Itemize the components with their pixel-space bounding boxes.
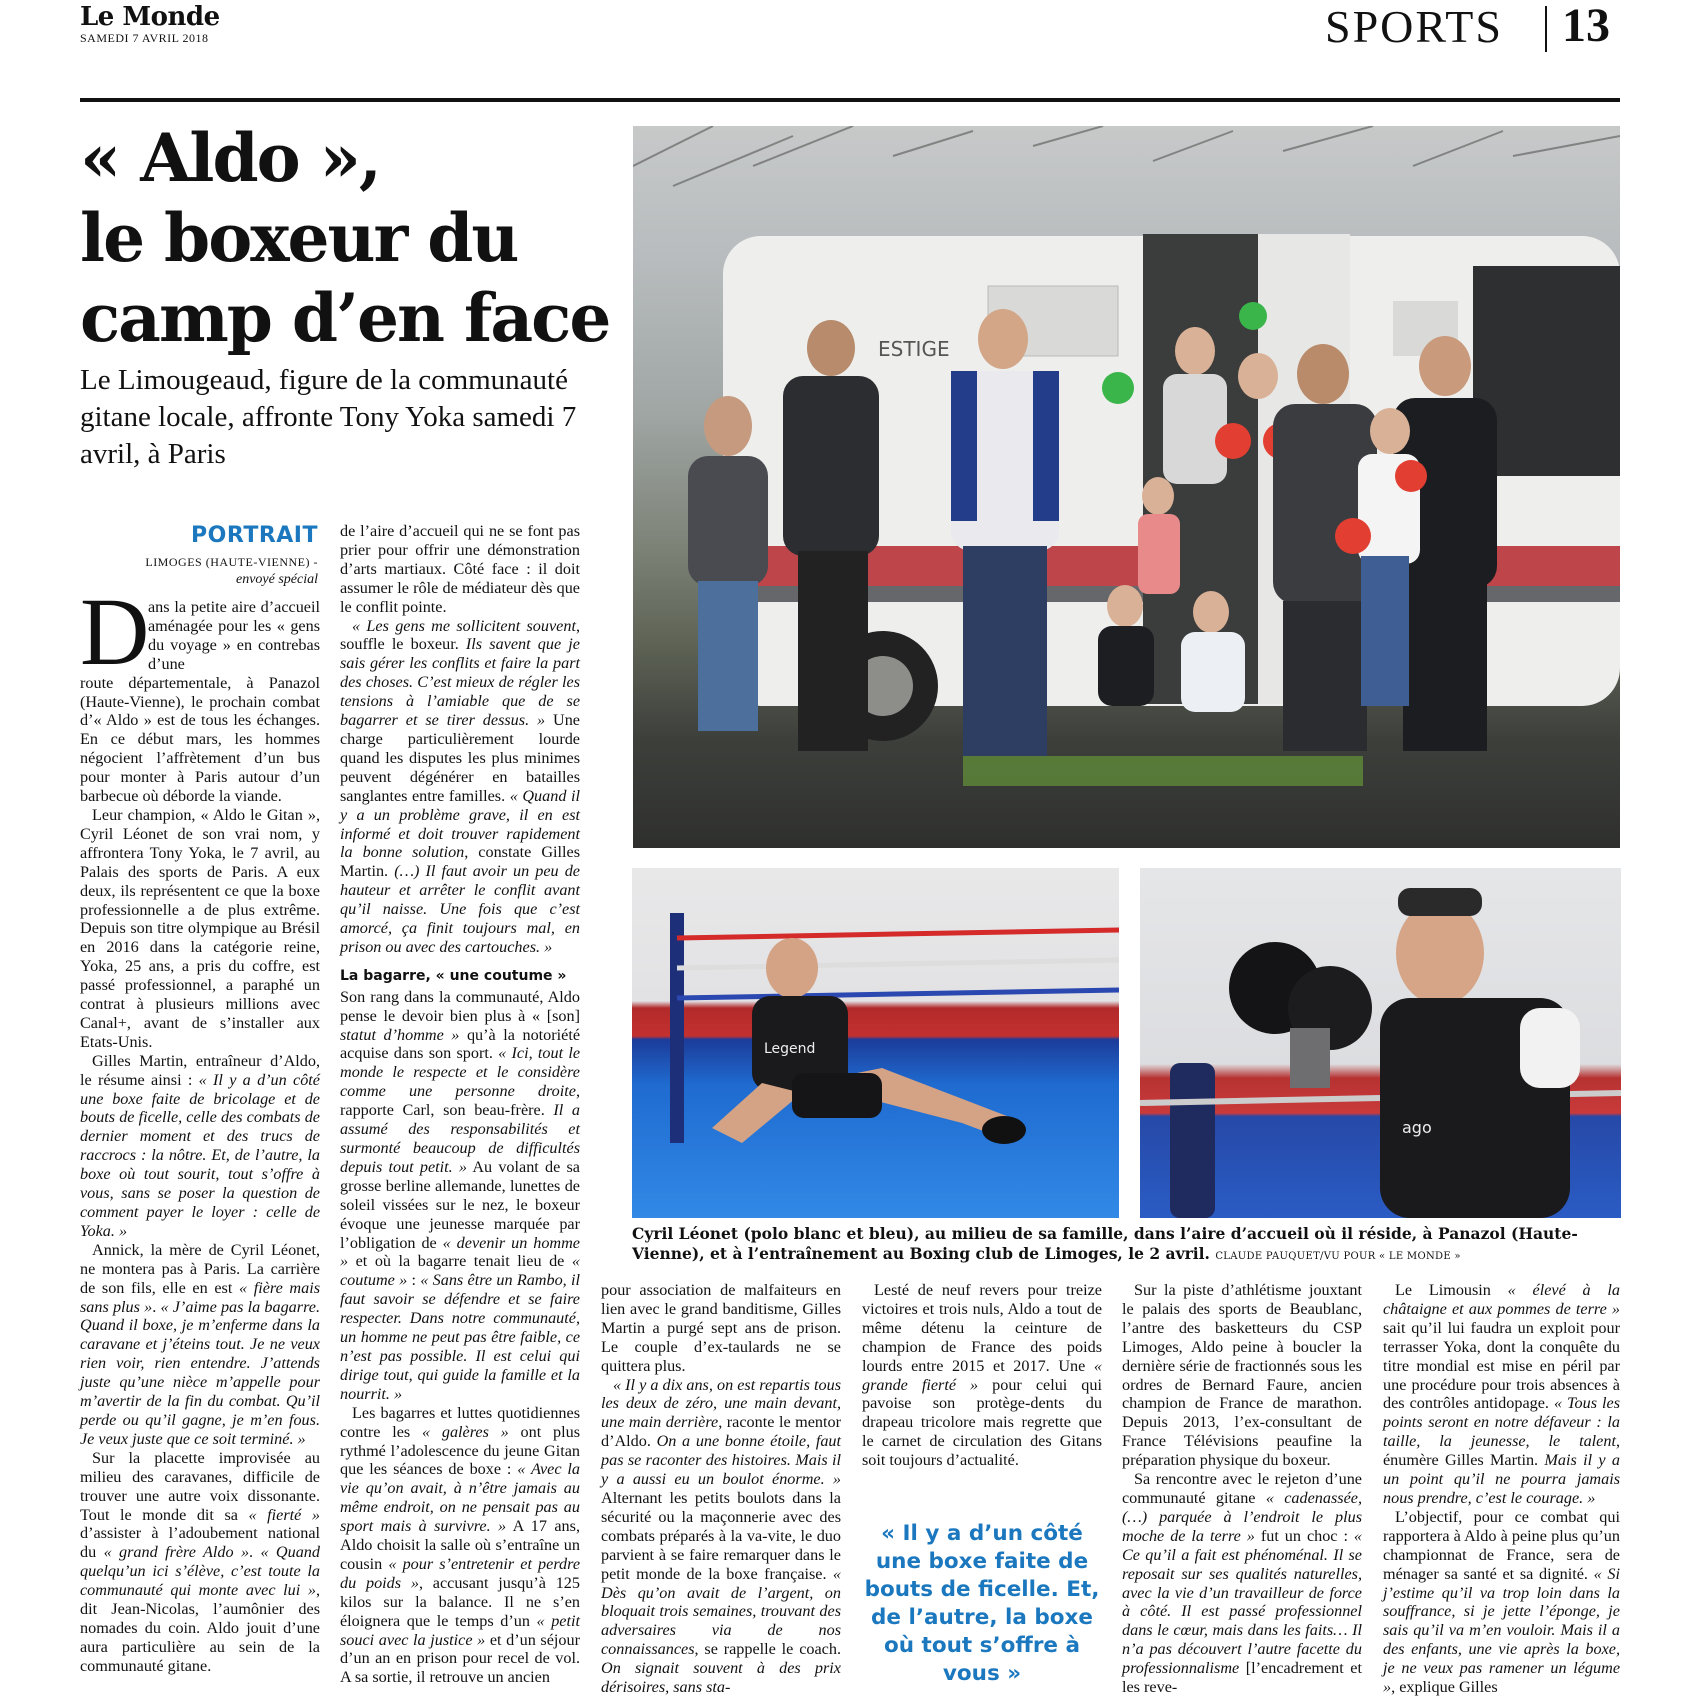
photo-credit: CLAUDE PAUQUET/VU POUR « LE MONDE »: [1215, 1251, 1461, 1262]
article-column-2: [340, 522, 580, 1687]
caption-text: Cyril Léonet (polo blanc et bleu), au milieu de sa famille, dans l’aire d’accueil où il réside, à Panazol (Haute-Vienne), et à l’entraînement au Boxing club de Limoges, le 2 avril.: [632, 1224, 1578, 1263]
ring-photo-illustration: [632, 868, 1119, 1218]
section-title: SPORTS: [1325, 1, 1503, 52]
dateline-role: envoyé spécial: [235, 572, 318, 587]
guard-photo-illustration: [1140, 868, 1621, 1218]
dateline-location: LIMOGES (HAUTE-VIENNE) -: [145, 555, 318, 569]
shirt-brand-label: ago: [1402, 1118, 1432, 1137]
main-photo-illustration: [633, 126, 1620, 848]
page-number: 13: [1562, 0, 1610, 52]
headline-line: « Aldo »,: [80, 119, 380, 197]
paragraph: « Les gens me sollicitent souvent, souffle le boxeur. Ils savent que je sais gérer les conflits et faire la part des choses. C’est mieux de régler les tensions à l’amiable que de se bagarrer et se tirer dessus. » Une charge particulièrement lourde quand les disputes les plus minimes peuvent dégénérer en batailles sanglantes entre familles. « Quand il y a un problème grave, il en est informé et doit trouver rapidement la bonne solution, constate Gilles Martin. (…) Il faut avoir un peu de hauteur et arrêter le conflit avant qu’il naisse. Une fois que c’est amorcé, ça finit toujours mal, en prison ou avec des cartouches. »: [340, 616, 580, 956]
paragraph: de l’aire d’accueil qui ne se font pas prier pour offrir une démonstration d’arts martiaux. Côté face : il doit assumer le rôle de médiateur dès que le conflit pointe.: [340, 522, 580, 616]
paragraph: L’objectif, pour ce combat qui rapportera à Aldo à peine plus qu’un championnat de France, sera de ménager sa santé et sa dignité. « Si j’estime qu’il va trop loin dans la souffrance, si je jette l’éponge, je sais qu’il va m’en vouloir. Mais il a des enfants, une vie après la boxe, je ne veux pas ramener un légume », explique Gilles: [1383, 1507, 1621, 1697]
paragraph: route départementale, à Panazol (Haute-Vienne), le prochain combat d’« Aldo » est de tous les échanges. En ce début mars, les hommes négocient l’affrètement d’un bus pour monter à Paris autour d’un barbecue où déborde la viande.: [80, 673, 320, 806]
paragraph: Gilles Martin, entraîneur d’Aldo, le résume ainsi : « Il y a d’un côté une boxe faite de bricolage et de bouts de ficelle, celle des combats de dernier moment et des trucs de raccrocs : la nôtre. Et, de l’autre, la boxe où tout sourit, tout s’offre à vous, sans se poser la question de comment payer le loyer : celle de Yoka. »: [80, 1051, 320, 1240]
paragraph: Son rang dans la communauté, Aldo pense le devoir bien plus à « [son] statut d’homme » qu’à la notoriété acquise dans son sport. « Ici, tout le monde le respecte et le considère comme une personne droite, rapporte Carl, son beau-frère. Il a assumé des responsabilités et surmonté beaucoup de difficultés depuis tout petit. » Au volant de sa grosse berline allemande, lunettes de soleil vissées sur le nez, le boxeur évoque une jeunesse marquée par l’obligation de « devenir un homme » et où la bagarre tenait lieu de « coutume » : « Sans être un Rambo, il faut savoir se défendre et se faire respecter. Dans notre communauté, un homme ne peut pas être faible, ce n’est pas possible. Il est celui qui dirige tout, qui guide la famille et la nourrit. »: [340, 987, 581, 1403]
drop-cap: D: [80, 578, 150, 685]
shirt-brand-label: Legend: [764, 1041, 816, 1057]
headline-line: le boxeur du: [80, 199, 518, 277]
paragraph: ans la petite aire d’accueil aménagée pour les « gens du voyage » en contrebas d’une: [148, 598, 320, 673]
paragraph: Annick, la mère de Cyril Léonet, ne montera pas à Paris. La carrière de son fils, elle en est « fière mais sans plus ». « J’aime pas la bagarre. Quand il boxe, je m’enferme dans la caravane et j’éteins tout. Je ne veux rien voir, rien entendre. J’attends juste qu’une nièce m’appelle pour m’avertir de la fin du combat. Qu’il perde ou qu’il gagne, je m’en fous. Je veux juste que ce soit terminé. »: [80, 1240, 321, 1448]
issue-date: SAMEDI 7 AVRIL 2018: [80, 31, 209, 45]
paragraph: Sa rencontre avec le rejeton d’une communauté gitane « cadenassée, (…) parquée à l’endroit le plus moche de la terre » fut un choc : « Ce qu’il a fait est phénoménal. Il se reposait sur ses qualités naturelles, avec la vie d’un travailleur de force à côté. Il est passé professionnel dans le cœur, mais dans les faits… Il n’a pas découvert l’autre facette du professionnalisme [l’encadrement et les reve-: [1122, 1470, 1362, 1697]
paragraph: Les bagarres et luttes quotidiennes contre les « galères » ont plus rythmé l’adolescence du jeune Gitan que les séances de boxe : « Avec la vie qu’on avait, à n’être jamais au même endroit, on ne pensait pas au sport mais à survivre. » A 17 ans, Aldo choisit la salle où s’entraîne un cousin « pour s’entretenir et perdre du poids », accusant jusqu’à 125 kilos sur la balance. Il ne s’en éloignera que le temps d’un « petit souci avec la justice » et d’un séjour d’un an en prison pour recel de vol. A sa sortie, il retrouve un ancien: [340, 1403, 581, 1687]
headline-line: camp d’en face: [80, 279, 610, 357]
newspaper-logo: Le Monde: [80, 2, 220, 32]
article-column-5: [1122, 1281, 1362, 1697]
pull-quote: « Il y a d’un côté une boxe faite de bouts de ficelle. Et, de l’autre, la boxe où tout s’offre à vous »: [864, 1521, 1100, 1686]
paragraph: pour association de malfaiteurs en lien avec le grand banditisme, Gilles Martin a purgé sept ans de prison. Le couple d’ex-taulards ne se quittera plus.: [601, 1281, 841, 1375]
paragraph: « Il y a dix ans, on est repartis tous les deux de zéro, une main devant, une main derrière, raconte le mentor d’Aldo. On a une bonne étoile, faut pas se raconter des histoires. Mais il y a aussi eu un boulot énorme. » Alternant les petits boulots dans la sécurité ou la maçonnerie avec des combats préparés à la va-vite, le duo parvient à se faire remarquer dans le petit monde de la boxe française. « Dès qu’on avait de l’argent, on bloquait trois semaines, trouvant des adversaires via de nos connaissances, se rappelle le coach. On signait souvent à des prix dérisoires, sans sta-: [601, 1375, 841, 1697]
ring-photo: [632, 868, 1119, 1218]
paragraph: Le Limousin « élevé à la châtaigne et aux pommes de terre » sait qu’il lui faudra un exploit pour terrasser Yoka, dont la conquête du titre mondial est mise en péril par une procédure pour trois absences à des contrôles antidopage. « Tous les points seront en notre défaveur : la taille, la jeunesse, le talent, énumère Gilles Martin. Mais il y a un point qu’il ne pourra jamais nous prendre, c’est le courage. »: [1383, 1281, 1621, 1507]
paragraph: Leur champion, « Aldo le Gitan », Cyril Léonet de son vrai nom, y affrontera Tony Yoka, le 7 avril, au Palais des sports de Paris. A eux deux, ils représentent ce que la boxe professionnelle a de plus extrême. Depuis son titre olympique au Brésil en 2016 dans la catégorie reine, Yoka, 25 ans, a pris du coffre, est passé professionnel, a paraphé un contrat à plusieurs millions avec Canal+, avant de s’installer aux Etats-Unis.: [80, 805, 320, 1051]
paragraph: Lesté de neuf revers pour treize victoires et trois nuls, Aldo a tout de même détenu la ceinture de champion de France des poids lourds entre 2015 et 2017. Une « grande fierté » pour celui qui pavoise son protège-dents du drapeau tricolore mais regrette que le carnet de circulation des Gitans soit toujours d’actualité.: [862, 1281, 1102, 1470]
main-photo: [633, 126, 1620, 848]
photo-caption: [632, 1224, 1622, 1267]
article-kicker: PORTRAIT: [191, 523, 318, 548]
article-headline: [80, 118, 620, 358]
article-column-4: [862, 1281, 1102, 1470]
article-column-1: [80, 598, 320, 1676]
guard-photo: [1140, 868, 1621, 1218]
article-column-6: [1383, 1281, 1620, 1697]
section-divider: [1545, 6, 1547, 52]
paragraph: Sur la piste d’athlétisme jouxtant le palais des sports de Beaublanc, l’antre des basketteurs du CSP Limoges, Aldo peine à boucler la dernière série de fractionnés sous les ordres de Bernard Faure, ancien champion de France de marathon. Depuis 2013, l’ex-consultant de France Télévisions peaufine la préparation physique du boxeur.: [1122, 1281, 1362, 1470]
paragraph: Sur la placette improvisée au milieu des caravanes, difficile de trouver une autre voix dissonante. Tout le monde dit sa « fierté » d’assister à l’adoubement national du « grand frère Aldo ». « Quand quelqu’un ici s’élève, c’est toute la communauté qui monte avec lui », dit Jean-Nicolas, l’aumônier des nomades du coin. Aldo jouit d’une aura particulière au sein de la communauté gitane.: [80, 1448, 320, 1675]
top-rule: [80, 98, 1620, 102]
article-subhead: Le Limougeaud, figure de la communauté gitane locale, affronte Tony Yoka samedi 7 avril, à Paris: [80, 364, 577, 470]
rv-brand-label: ESTIGE: [878, 337, 950, 361]
section-subhead: La bagarre, « une coutume »: [340, 967, 567, 984]
article-column-3: [601, 1281, 841, 1697]
